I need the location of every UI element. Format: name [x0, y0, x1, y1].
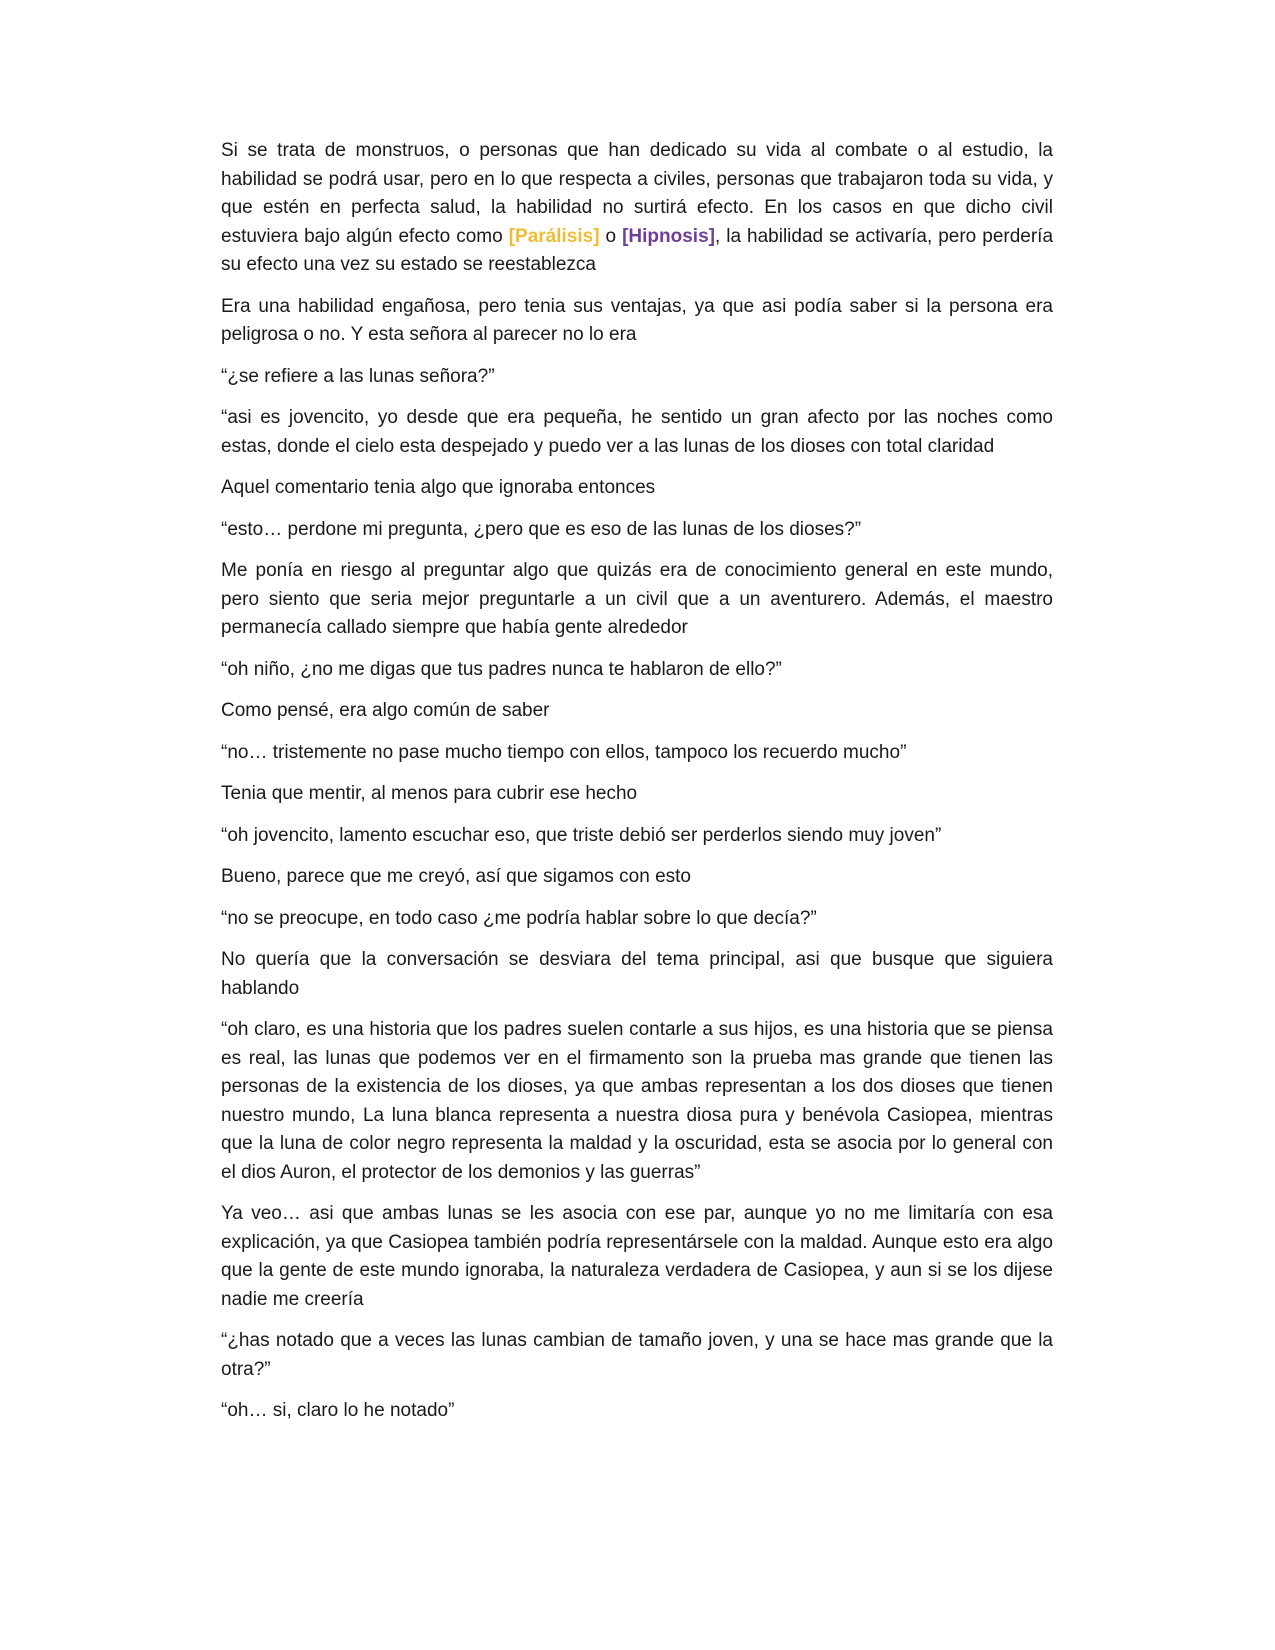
paragraph-13: Bueno, parece que me creyó, así que sigamos con esto	[221, 866, 691, 887]
paragraph-2: Era una habilidad engañosa, pero tenia sus ventajas, ya que asi podía saber si la persona era peligrosa o no. Y esta señora al parecer no lo era	[221, 295, 1053, 345]
paragraph-8: “oh niño, ¿no me digas que tus padres nunca te hablaron de ello?”	[221, 658, 782, 680]
paragraph-16: “oh claro, es una historia que los padres suelen contarle a sus hijos, es una historia que se piensa es real, las lunas que podemos ver en el firmamento son la prueba mas grande que tienen las personas de la existencia de los dioses, ya que ambas representan a los dos dioses que tienen nuestro mundo, La luna blanca representa a nuestra diosa pura y benévola Casiopea, mientras que la luna de color negro representa la maldad y la oscuridad, esta se asocia por lo general con el dios Auron, el protector de los demonios y las guerras”	[221, 1019, 1053, 1183]
paragraph-1	[221, 137, 1053, 280]
paragraph-18: “¿has notado que a veces las lunas cambian de tamaño joven, y una se hace mas grande que la otra?”	[221, 1330, 1053, 1380]
paragraph-3: “¿se refiere a las lunas señora?”	[221, 365, 495, 387]
keyword-hipnosis: [Hipnosis]	[622, 225, 715, 247]
paragraph-17: Ya veo… asi que ambas lunas se les asocia con ese par, aunque yo no me limitaría con esa explicación, ya que Casiopea también podría representársele con la maldad. Aunque esto era algo que la gente de este mundo ignoraba, la naturaleza verdadera de Casiopea, y aun si se los dijese nadie me creería	[221, 1203, 1053, 1310]
paragraph-12: “oh jovencito, lamento escuchar eso, que triste debió ser perderlos siendo muy joven”	[221, 824, 942, 846]
paragraph-14: “no se preocupe, en todo caso ¿me podría hablar sobre lo que decía?”	[221, 907, 817, 929]
paragraph-4: “asi es jovencito, yo desde que era pequeña, he sentido un gran afecto por las noches como estas, donde el cielo esta despejado y puedo ver a las lunas de los dioses con total claridad	[221, 407, 1053, 457]
paragraph-5: Aquel comentario tenia algo que ignoraba entonces	[221, 477, 656, 498]
keyword-paralisis: [Parálisis]	[508, 225, 600, 247]
paragraph-15: No quería que la conversación se desviara del tema principal, asi que busque que siguiera hablando	[221, 949, 1053, 999]
paragraph-1-text: Si se trata de monstruos, o personas que han dedicado su vida al combate o al estudio, la habilidad se podrá usar, pero en lo que respecta a civiles, personas que trabajaron toda su vida, y que estén en perfecta salud, la habilidad no surtirá efecto. En los casos en que dicho civil estuviera bajo algún efecto como	[221, 140, 1053, 247]
keyword-joiner: o	[599, 225, 623, 247]
paragraph-1-tail: , la habilidad se activaría, pero perdería su efecto una vez su estado se reestablezca	[221, 225, 1054, 275]
paragraph-10: “no… tristemente no pase mucho tiempo con ellos, tampoco los recuerdo mucho”	[221, 741, 907, 763]
paragraph-19: “oh… si, claro lo he notado”	[221, 1400, 455, 1421]
paragraph-11: Tenia que mentir, al menos para cubrir ese hecho	[221, 783, 638, 804]
paragraph-6: “esto… perdone mi pregunta, ¿pero que es eso de las lunas de los dioses?”	[221, 518, 862, 540]
paragraph-9: Como pensé, era algo común de saber	[221, 700, 550, 721]
paragraph-7: Me ponía en riesgo al preguntar algo que quizás era de conocimiento general en este mundo, pero siento que seria mejor preguntarle a un civil que a un aventurero. Además, el maestro permanecía callado siempre que había gente alrededor	[221, 560, 1053, 638]
